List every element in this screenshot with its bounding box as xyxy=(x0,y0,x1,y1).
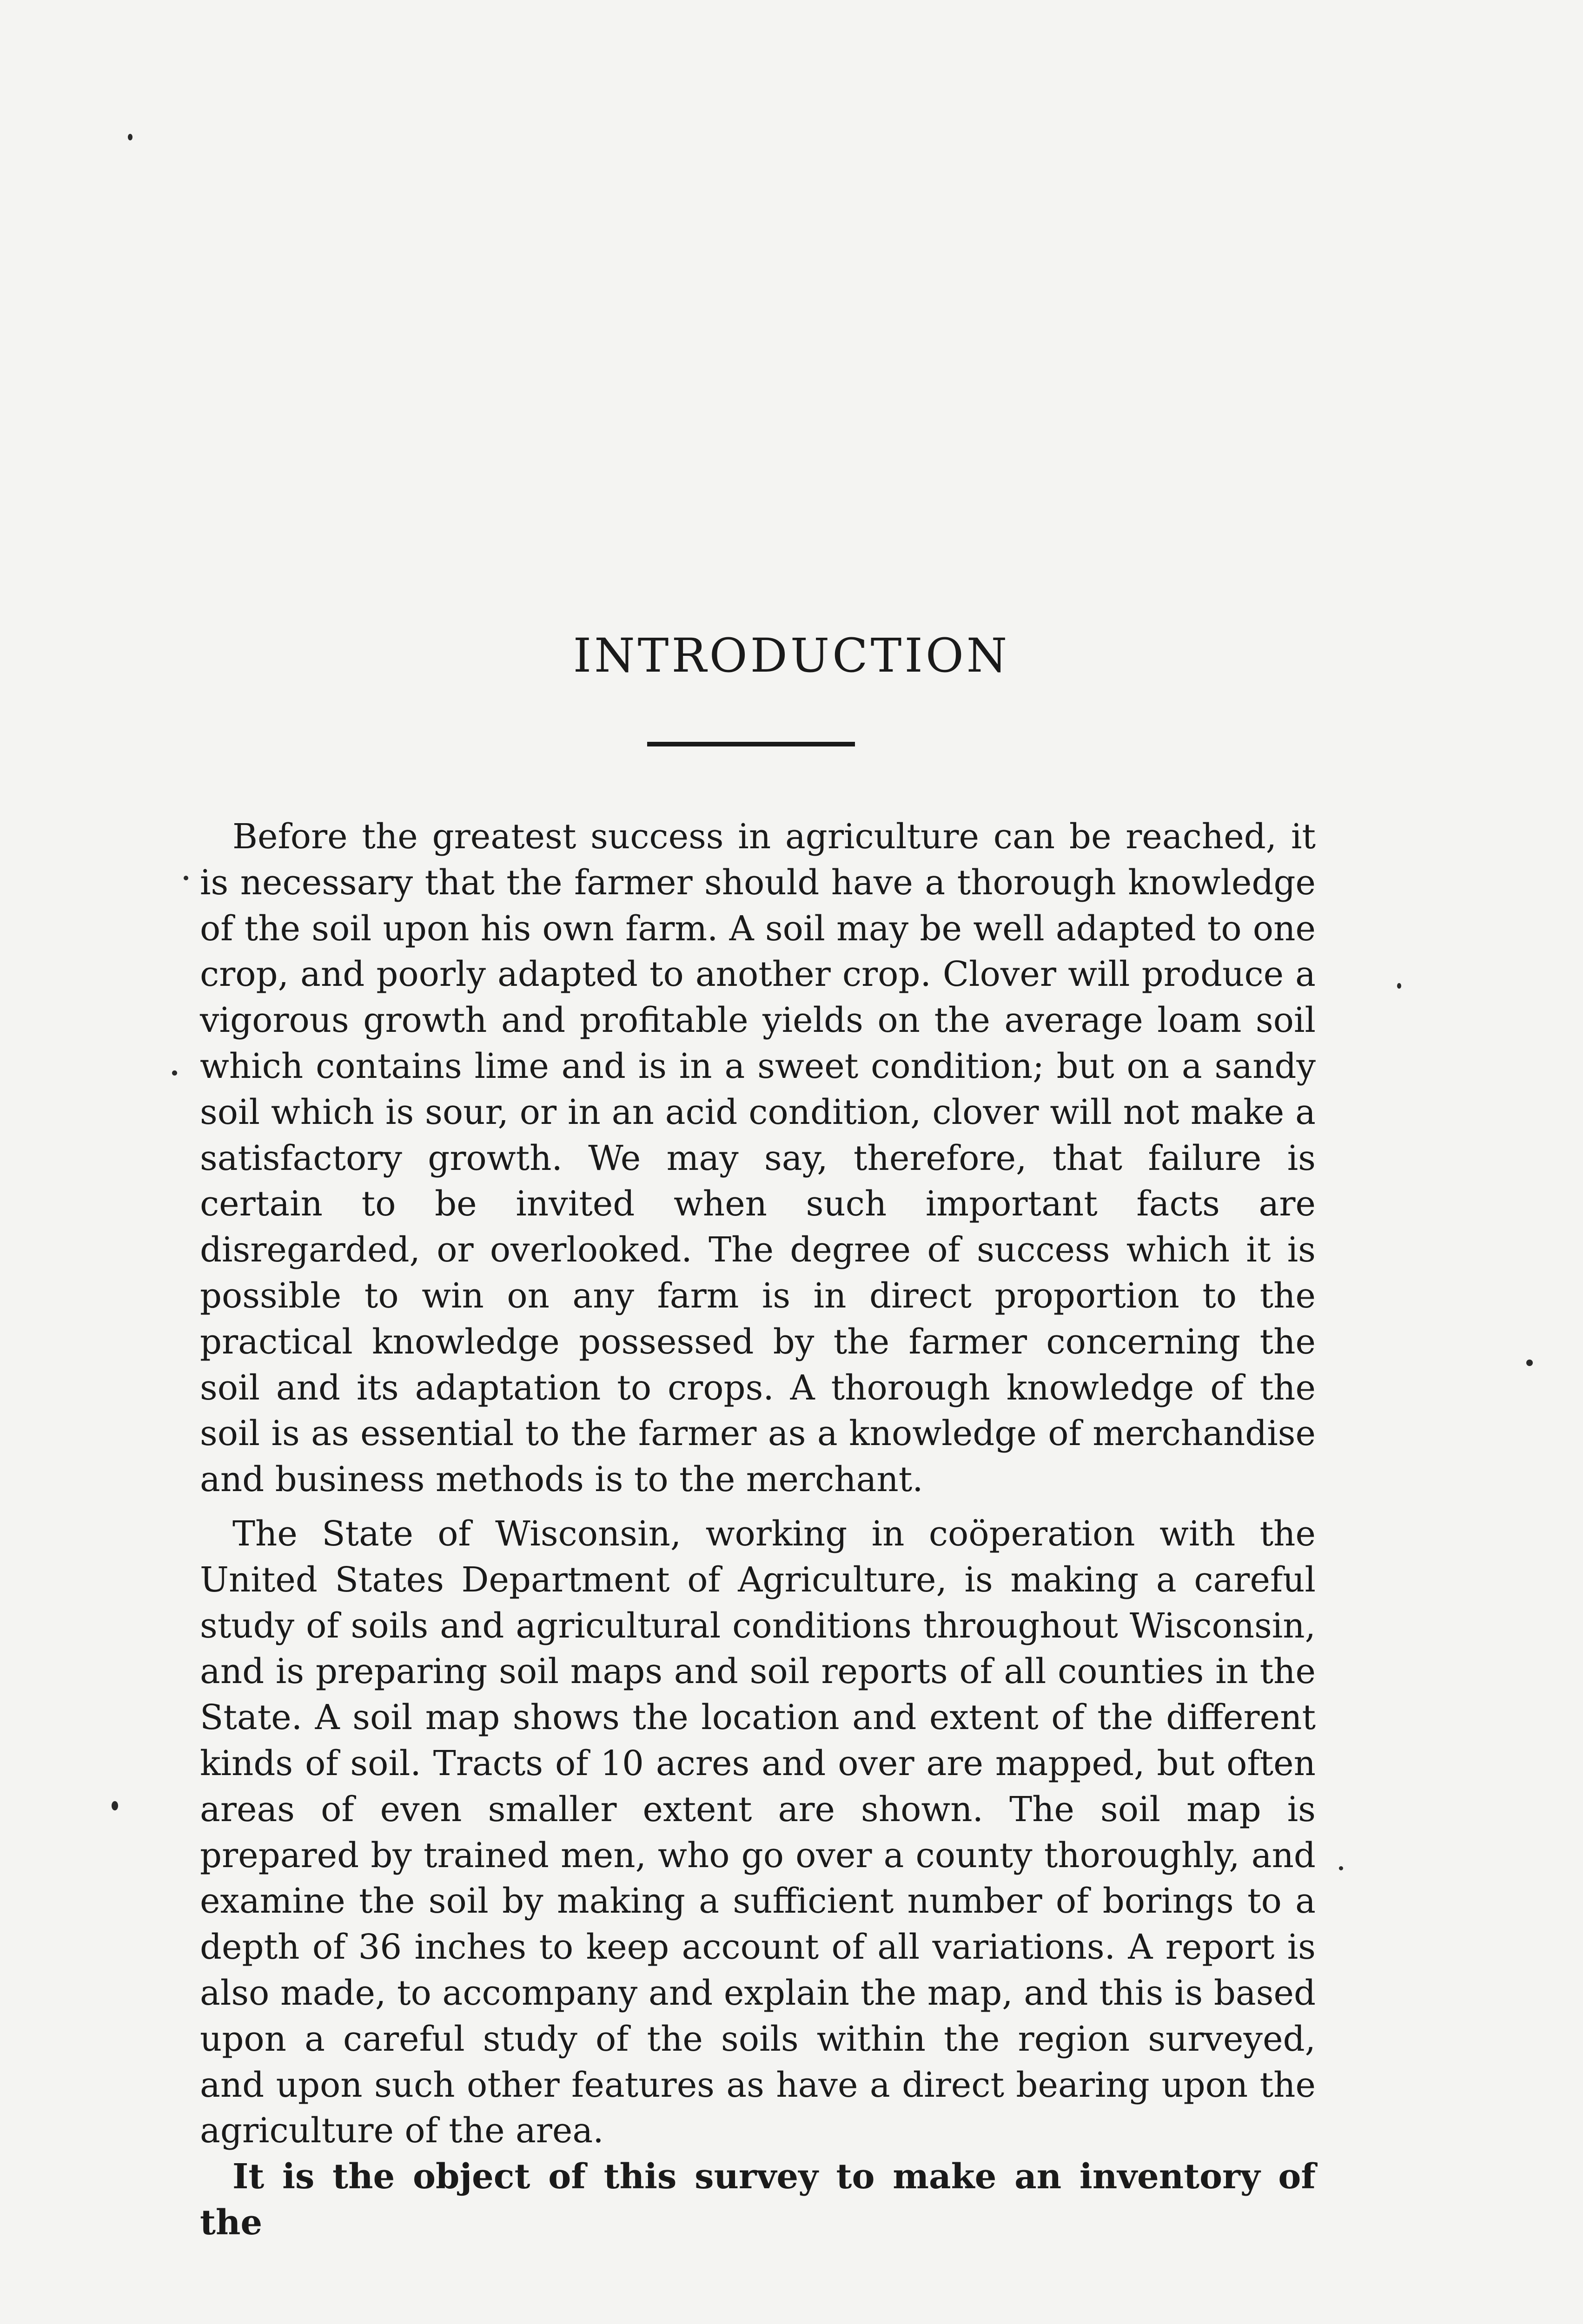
print-speck xyxy=(112,1801,118,1810)
paragraph-3: It is the object of this survey to make an inventory of the xyxy=(200,2157,1316,2243)
page-title: INTRODUCTION xyxy=(573,628,1010,683)
print-speck xyxy=(172,1070,177,1076)
paragraph-2: The State of Wisconsin, working in coöperation with the United States Department of Agriculture, is making a careful study of soils and agricultural conditions throughout Wisconsin, and is preparing soil maps and soil reports of all counties in the State. A soil map shows the location and extent of the different kinds of soil. Tracts of 10 acres and over are mapped, but often areas of even smaller extent are shown. The soil map is prepared by trained men, who go over a county thoroughly, and examine the soil by making a sufficient number of borings to a depth of 36 inches to keep account of all variations. A report is also made, to accompany and explain the map, and this is based upon a careful study of the soils within the region surveyed, and upon such other features as have a direct bearing upon the agriculture of the area. xyxy=(200,1514,1316,2151)
paragraph-1: Before the greatest success in agriculture can be reached, it is necessary that the farmer should have a thorough knowledge of the soil upon his own farm. A soil may be well adapted to one crop, and poorly adapted to another crop. Clover will produce a vigorous growth and profitable yields on the average loam soil which contains lime and is in a sweet condition; but on a sandy soil which is sour, or in an acid condition, clover will not make a satisfactory growth. We may say, therefore, that failure is certain to be invited when such important facts are disregarded, or overlooked. The degree of success which it is possible to win on any farm is in direct proportion to the practical knowledge possessed by the farmer concerning the soil and its adaptation to crops. A thorough knowledge of the soil is as essential to the farmer as a knowledge of merchandise and business methods is to the merchant. xyxy=(200,817,1316,1500)
print-speck xyxy=(1397,983,1401,989)
print-speck xyxy=(1526,1360,1533,1366)
print-speck xyxy=(1339,1866,1343,1870)
title-rule xyxy=(647,742,855,746)
print-speck xyxy=(184,876,188,880)
print-speck xyxy=(128,134,132,140)
